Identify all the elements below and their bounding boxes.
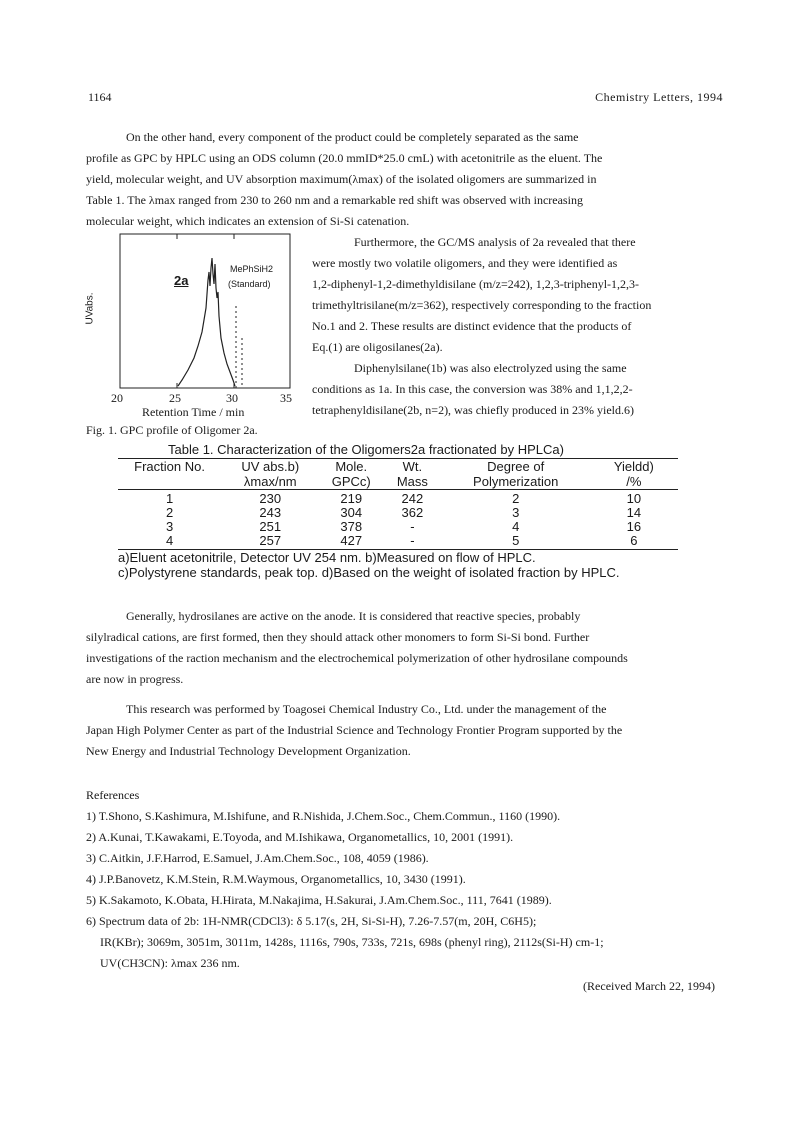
reference-item-continuation: UV(CH3CN): λmax 236 nm.	[100, 956, 240, 970]
para4-line: are now in progress.	[86, 672, 184, 686]
y-axis-label: UVabs.	[84, 292, 96, 325]
page-number: 1164	[88, 90, 112, 104]
received-date: (Received March 22, 1994)	[583, 979, 715, 993]
table-cell: -	[410, 519, 415, 534]
references-list	[86, 806, 716, 974]
table-header-cell: Wt. Mass	[396, 459, 428, 489]
x-tick-label: 30	[226, 391, 238, 405]
table-footnote: a)Eluent acetonitrile, Detector UV 254 nm. b)Measured on flow of HPLC.	[118, 550, 536, 565]
paragraph-1	[86, 127, 714, 232]
para5-line: Japan High Polymer Center as part of the Industrial Science and Technology Frontier Program supported by the	[86, 723, 623, 737]
x-tick-label: 35	[280, 391, 292, 405]
table-header-cell: Mole. GPCc)	[331, 459, 371, 489]
figure-1	[84, 228, 314, 443]
table-header-cell: UV abs.b) λmax/nm	[241, 459, 300, 489]
table-footnote: c)Polystyrene standards, peak top. d)Based on the weight of isolated fraction by HPLC.	[118, 565, 620, 580]
table-title: Table 1. Characterization of the Oligomers2a fractionated by HPLCa)	[168, 442, 564, 457]
table-row	[118, 506, 678, 520]
label-mephsih2: MePhSiH2	[230, 264, 274, 274]
para2-line: Furthermore, the GC/MS analysis of 2a revealed that there	[354, 235, 636, 249]
table-cell: 4	[512, 519, 520, 534]
x-tick-label: 20	[111, 391, 123, 405]
table-cell: 243	[259, 505, 282, 520]
reference-item: 3) C.Aitkin, J.F.Harrod, E.Samuel, J.Am.Chem.Soc., 108, 4059 (1986).	[86, 851, 429, 865]
para1-line: molecular weight, which indicates an extension of Si-Si catenation.	[86, 214, 410, 228]
table-cell: 14	[626, 505, 642, 520]
paragraph-4	[86, 606, 714, 690]
table-row	[118, 492, 678, 506]
para5-line: New Energy and Industrial Technology Development Organization.	[86, 744, 411, 758]
reference-item: 4) J.P.Banovetz, K.M.Stein, R.M.Waymous, Organometallics, 10, 3430 (1991).	[86, 872, 466, 886]
x-tick-label: 25	[169, 391, 181, 405]
para3-line: Diphenylsilane(1b) was also electrolyzed using the same	[354, 361, 627, 375]
label-2a: 2a	[174, 273, 189, 288]
para1-line: On the other hand, every component of the product could be completely separated as the same	[126, 130, 579, 144]
reference-item: 2) A.Kunai, T.Kawakami, E.Toyoda, and M.Ishikawa, Organometallics, 10, 2001 (1991).	[86, 830, 514, 844]
reference-item: 1) T.Shono, S.Kashimura, M.Ishifune, and R.Nishida, J.Chem.Soc., Chem.Commun., 1160 (1990).	[86, 809, 561, 823]
para3-line: conditions as 1a. In this case, the conversion was 38% and 1,1,2,2-	[312, 382, 633, 396]
label-standard: (Standard)	[228, 279, 271, 289]
table-cell: 378	[340, 519, 363, 534]
table-cell: 257	[259, 533, 282, 548]
table-cell: 3	[165, 519, 174, 534]
reference-item-continuation: IR(KBr); 3069m, 3051m, 3011m, 1428s, 1116s, 790s, 733s, 721s, 698s (phenyl ring), 2112s(Si-H) cm-1;	[100, 935, 604, 949]
x-axis-label: Retention Time / min	[142, 405, 245, 419]
reference-item: 6) Spectrum data of 2b: 1H-NMR(CDCl3): δ 5.17(s, 2H, Si-Si-H), 7.26-7.57(m, 20H, C6H5);	[86, 914, 537, 928]
table-cell: 4	[165, 533, 174, 548]
para4-line: silylradical cations, are first formed, then they should attack other monomers to form Si-Si bond. Further	[86, 630, 590, 644]
table-header-cell: Fraction No.	[134, 459, 205, 474]
table-cell: 6	[630, 533, 638, 548]
table-cell: 2	[165, 505, 174, 520]
para2-line: Eq.(1) are oligosilanes(2a).	[312, 340, 443, 354]
para4-line: Generally, hydrosilanes are active on the anode. It is considered that reactive species, probably	[126, 609, 581, 623]
table-cell: 5	[512, 533, 520, 548]
table-cell: -	[410, 533, 415, 548]
acknowledgment	[86, 699, 714, 762]
table-cell: 3	[512, 505, 520, 520]
table-cell: 219	[340, 491, 363, 506]
table-cell: 230	[259, 491, 282, 506]
para2-line: 1,2-diphenyl-1,2-dimethyldisilane (m/z=242), 1,2,3-triphenyl-1,2,3-	[312, 277, 640, 291]
paragraph-2	[312, 232, 714, 358]
para2-line: were mostly two volatile oligomers, and they were identified as	[312, 256, 618, 270]
para3-line: tetraphenyldisilane(2b, n=2), was chiefly produced in 23% yield.6)	[312, 403, 635, 417]
figure-caption: Fig. 1. GPC profile of Oligomer 2a.	[86, 423, 258, 437]
table-cell: 362	[401, 505, 424, 520]
table-1	[118, 442, 688, 580]
table-cell: 10	[626, 491, 642, 506]
table-cell: 16	[626, 519, 642, 534]
para4-line: investigations of the raction mechanism and the electrochemical polymerization of other hydrosilane compounds	[86, 651, 628, 665]
paragraph-3	[312, 358, 714, 421]
para5-line: This research was performed by Toagosei Chemical Industry Co., Ltd. under the management of the	[126, 702, 607, 716]
reference-item: 5) K.Sakamoto, K.Obata, H.Hirata, M.Nakajima, H.Sakurai, J.Am.Chem.Soc., 111, 7641 (1989).	[86, 893, 552, 907]
table-header-cell: Yieldd) /%	[613, 459, 654, 489]
references-heading: References	[86, 788, 140, 802]
table-cell: 427	[340, 533, 363, 548]
table-row	[118, 534, 678, 548]
table-cell: 2	[512, 491, 520, 506]
table-cell: 251	[259, 519, 282, 534]
table-header-cell: Degree of Polymerization	[473, 459, 559, 489]
journal-running-head: Chemistry Letters, 1994	[595, 90, 723, 104]
table-cell: 1	[165, 491, 174, 506]
para2-line: No.1 and 2. These results are distinct evidence that the products of	[312, 319, 632, 333]
para1-line: Table 1. The λmax ranged from 230 to 260 nm and a remarkable red shift was observed with increasing	[86, 193, 583, 207]
para2-line: trimethyltrisilane(m/z=362), respectively corresponding to the fraction	[312, 298, 652, 312]
table-row	[118, 520, 678, 534]
table-cell: 304	[340, 505, 363, 520]
table-grid	[118, 459, 678, 548]
table-header-row	[118, 459, 678, 490]
para1-line: profile as GPC by HPLC using an ODS column (20.0 mmID*25.0 cmL) with acetonitrile as the eluent. The	[86, 151, 603, 165]
table-cell: 242	[401, 491, 424, 506]
para1-line: yield, molecular weight, and UV absorption maximum(λmax) of the isolated oligomers are summarized in	[86, 172, 597, 186]
